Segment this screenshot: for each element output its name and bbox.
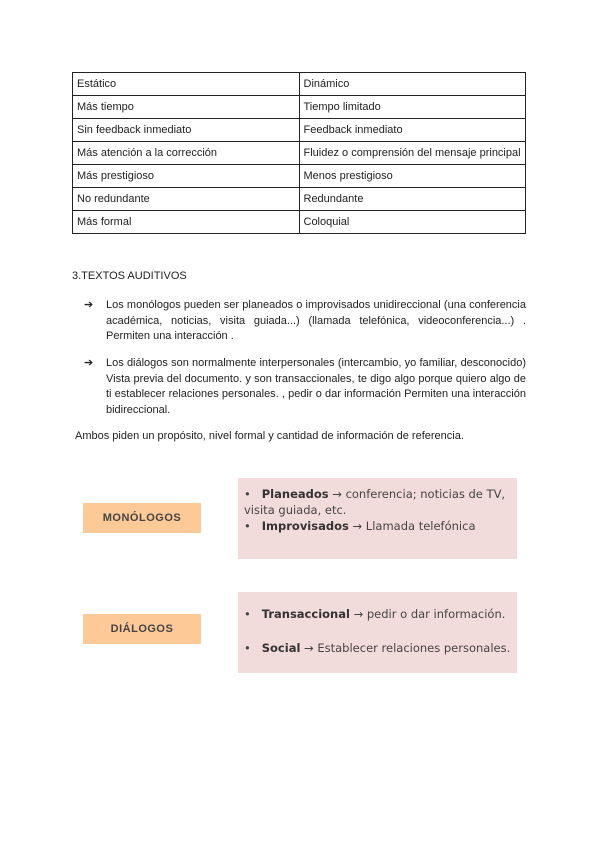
monologos-box bbox=[238, 478, 517, 559]
table-cell: Redundante bbox=[299, 188, 526, 211]
dialogos-box bbox=[238, 592, 517, 673]
list-item: • Improvisados → Llamada telefónica bbox=[244, 519, 476, 533]
list-item: • Social → Establecer relaciones personales. bbox=[244, 641, 511, 655]
table-cell: Menos prestigioso bbox=[299, 165, 526, 188]
summary-text: Ambos piden un propósito, nivel formal y cantidad de información de referencia. bbox=[75, 430, 464, 442]
arrow-icon: ➔ bbox=[84, 357, 94, 369]
table-row bbox=[73, 96, 526, 119]
table-cell: Más prestigioso bbox=[73, 165, 300, 188]
table-cell: Más atención a la corrección bbox=[73, 142, 300, 165]
table-cell: No redundante bbox=[73, 188, 300, 211]
comparison-table bbox=[72, 72, 526, 234]
table-cell: Dinámico bbox=[299, 73, 526, 96]
table-row bbox=[73, 165, 526, 188]
section-heading: 3.TEXTOS AUDITIVOS bbox=[72, 270, 187, 282]
table-cell: Más tiempo bbox=[73, 96, 300, 119]
table-row bbox=[73, 119, 526, 142]
bullet-monologos: ➔ Los monólogos pueden ser planeados o improvisados unidireccional (una conferencia académica, noticias, visita guiada...) (llamada telefónica, videoconferencia...) . Permiten una interacción . bbox=[84, 299, 526, 342]
table-cell: Más formal bbox=[73, 211, 300, 234]
table-cell: Sin feedback inmediato bbox=[73, 119, 300, 142]
bullet-dialogos: ➔ Los diálogos son normalmente interpersonales (intercambio, yo familiar, desconocido) Vista previa del documento. y son transaccionales, te digo algo porque quiero algo de ti establecer relaciones personales. , pedir o dar información Permiten una interacción bidireccional. bbox=[84, 357, 526, 416]
table-cell: Tiempo limitado bbox=[299, 96, 526, 119]
arrow-icon: ➔ bbox=[84, 299, 94, 311]
table-row bbox=[73, 188, 526, 211]
table-row bbox=[73, 211, 526, 234]
table-cell: Feedback inmediato bbox=[299, 119, 526, 142]
table-cell: Estático bbox=[73, 73, 300, 96]
table-cell: Fluidez o comprensión del mensaje principal bbox=[299, 142, 526, 165]
list-item: • Planeados → conferencia; noticias de TV, visita guiada, etc. bbox=[244, 487, 506, 517]
table-row bbox=[73, 142, 526, 165]
dialogos-label: DIÁLOGOS bbox=[83, 614, 201, 644]
table-cell: Coloquial bbox=[299, 211, 526, 234]
table-row bbox=[73, 73, 526, 96]
list-item: • Transaccional → pedir o dar información. bbox=[244, 607, 506, 621]
monologos-label: MONÓLOGOS bbox=[83, 503, 201, 533]
